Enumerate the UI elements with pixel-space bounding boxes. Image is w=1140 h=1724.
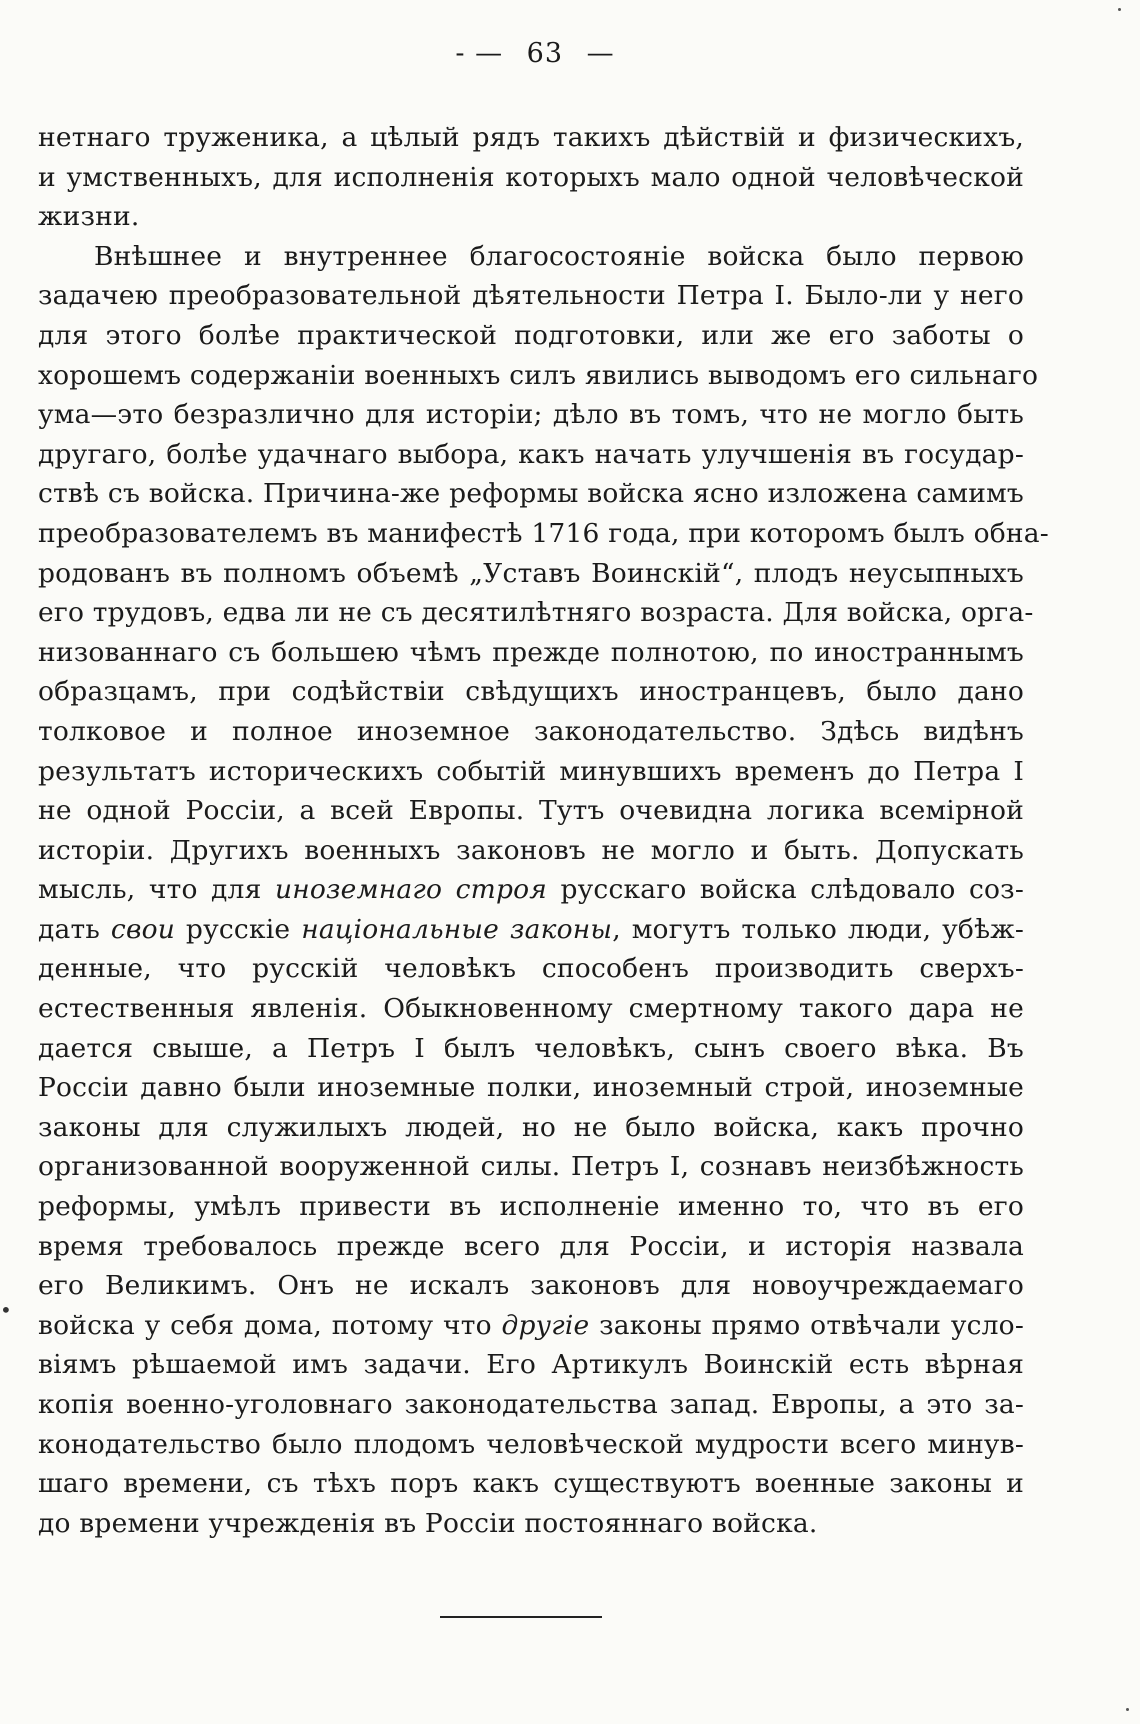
text-segment: шаго времени, съ тѣхъ поръ какъ существуютъ военные законы и [38, 1468, 1024, 1500]
text-segment: Внѣшнее и внутреннее благосостояніе войска было первою [94, 240, 1024, 272]
text-line [38, 158, 1024, 198]
text-segment: конодательство было плодомъ человѣческой мудрости всего минув- [38, 1428, 1024, 1460]
text-segment: исторіи. Другихъ военныхъ законовъ не могло и быть. Допускать [38, 834, 1024, 866]
text-segment: толковое и полное иноземное законодательство. Здѣсь видѣнъ [38, 715, 1024, 747]
text-segment: хорошемъ содержаніи военныхъ силъ явились выводомъ его сильнаго [38, 359, 1039, 391]
text-line [38, 554, 1024, 594]
italic-text: иноземнаго строя [274, 874, 548, 906]
text-segment: дается свыше, а Петръ І былъ человѣкъ, сынъ своего вѣка. Въ [38, 1032, 1024, 1064]
text-segment: мысль, что для [38, 874, 275, 906]
text-segment: низованнаго съ большею чѣмъ прежде полнотою, по иностраннымъ [38, 636, 1024, 668]
text-line [38, 1306, 1024, 1346]
text-segment: законы для служилыхъ людей, но не было войска, какъ прочно [38, 1111, 1024, 1143]
text-line [38, 989, 1024, 1029]
text-segment: и умственныхъ, для исполненія которыхъ мало одной человѣческой [38, 161, 1024, 193]
text-line [38, 474, 1024, 514]
text-segment: его трудовъ, едва ли не съ десятилѣтняго возраста. Для войска, орга- [38, 597, 1034, 629]
text-line [38, 870, 1024, 910]
text-line [38, 712, 1024, 752]
text-line [38, 237, 1024, 277]
text-segment: нетнаго труженика, а цѣлый рядъ такихъ дѣйствій и физическихъ, [38, 122, 1024, 153]
text-segment: русскаго войска слѣдовало соз- [547, 874, 1024, 906]
text-line [38, 1385, 1024, 1425]
text-line [38, 949, 1024, 989]
text-line [38, 752, 1024, 792]
text-line [38, 672, 1024, 712]
body-text [38, 118, 1049, 1543]
header-right-dash: — [586, 38, 615, 69]
text-line [38, 1029, 1024, 1069]
text-segment: до времени учрежденія въ Россіи постояннаго войска. [38, 1507, 818, 1539]
text-segment: его Великимъ. Онъ не искалъ законовъ для новоучреждаемаго [38, 1270, 1024, 1302]
text-line [38, 1464, 1024, 1504]
text-line [38, 1108, 1024, 1148]
text-segment: задачею преобразовательной дѣятельности Петра І. Было-ли у него [38, 280, 1024, 312]
text-segment: естественныя явленія. Обыкновенному смертному такого дара не [38, 993, 1024, 1025]
text-line [38, 1504, 1024, 1544]
closing-rule [440, 1616, 602, 1618]
text-segment: преобразователемъ въ манифестѣ 1716 года, при которомъ былъ обна- [38, 517, 1049, 549]
text-line [38, 1147, 1024, 1187]
text-segment: образцамъ, при содѣйствіи свѣдущихъ иностранцевъ, было дано [38, 676, 1024, 708]
text-segment: ума—это безразлично для исторіи; дѣло въ томъ, что не могло быть [38, 399, 1024, 431]
text-segment: ствѣ съ войска. Причина-же реформы войска ясно изложена самимъ [38, 478, 1024, 510]
text-line [38, 1425, 1024, 1465]
text-line [38, 118, 1024, 158]
text-line [38, 435, 1024, 475]
italic-text: національные законы [301, 913, 613, 945]
text-segment: другаго, болѣе удачнаго выбора, какъ начать улучшенія въ государ- [38, 438, 1024, 470]
text-line [38, 356, 1039, 396]
italic-text: свои [110, 913, 176, 945]
text-line [38, 910, 1024, 950]
text-segment: родованъ въ полномъ объемѣ „Уставъ Воинскій“, плодъ неусыпныхъ [38, 557, 1024, 589]
text-segment: законы прямо отвѣчали усло- [589, 1309, 1024, 1341]
text-segment: копія военно-уголовнаго законодательства запад. Европы, а это за- [38, 1389, 1024, 1420]
text-segment: денные, что русскій человѣкъ способенъ производить сверхъ- [38, 953, 1024, 985]
text-line [38, 1187, 1024, 1227]
page-header [0, 38, 1070, 69]
text-segment: реформы, умѣлъ привести въ исполненіе именно то, что въ его [38, 1191, 1024, 1223]
header-left-dash: - — [455, 38, 504, 69]
text-line [38, 316, 1024, 356]
text-segment: не одной Россіи, а всей Европы. Тутъ очевидна логика всемірной [38, 795, 1024, 827]
text-line [38, 514, 1049, 554]
text-line [38, 593, 1034, 633]
text-segment: для этого болѣе практической подготовки, или же его заботы о [38, 319, 1024, 351]
text-line [38, 197, 1024, 237]
text-line [38, 1068, 1024, 1108]
text-segment: віямъ рѣшаемой имъ задачи. Его Артикулъ Воинскій есть вѣрная [38, 1349, 1024, 1381]
text-line [38, 395, 1024, 435]
text-line [38, 1345, 1024, 1385]
text-segment: русскіе [175, 913, 302, 945]
text-line [38, 276, 1024, 316]
page-number: 63 [526, 38, 564, 69]
text-segment: , могутъ только люди, убѣж- [612, 913, 1024, 945]
text-line [38, 633, 1024, 673]
text-segment: организованной вооруженной силы. Петръ І, сознавъ неизбѣжность [38, 1151, 1024, 1183]
text-segment: результатъ историческихъ событій минувшихъ временъ до Петра І [38, 755, 1024, 787]
text-segment: Россіи давно были иноземные полки, иноземный строй, иноземные [38, 1072, 1024, 1104]
text-line [38, 791, 1024, 831]
text-segment: дать [38, 913, 111, 945]
italic-text: другіе [501, 1309, 590, 1341]
text-segment: время требовалось прежде всего для Россіи, и исторія назвала [38, 1230, 1024, 1262]
text-line [38, 831, 1024, 871]
margin-mark-icon: • [0, 1298, 12, 1322]
text-line [38, 1227, 1024, 1267]
text-segment: войска у себя дома, потому что [38, 1309, 502, 1341]
paper-speck-icon [1126, 1708, 1129, 1711]
text-segment: жизни. [38, 201, 140, 233]
paper-speck-icon [1118, 8, 1121, 11]
text-line [38, 1266, 1024, 1306]
